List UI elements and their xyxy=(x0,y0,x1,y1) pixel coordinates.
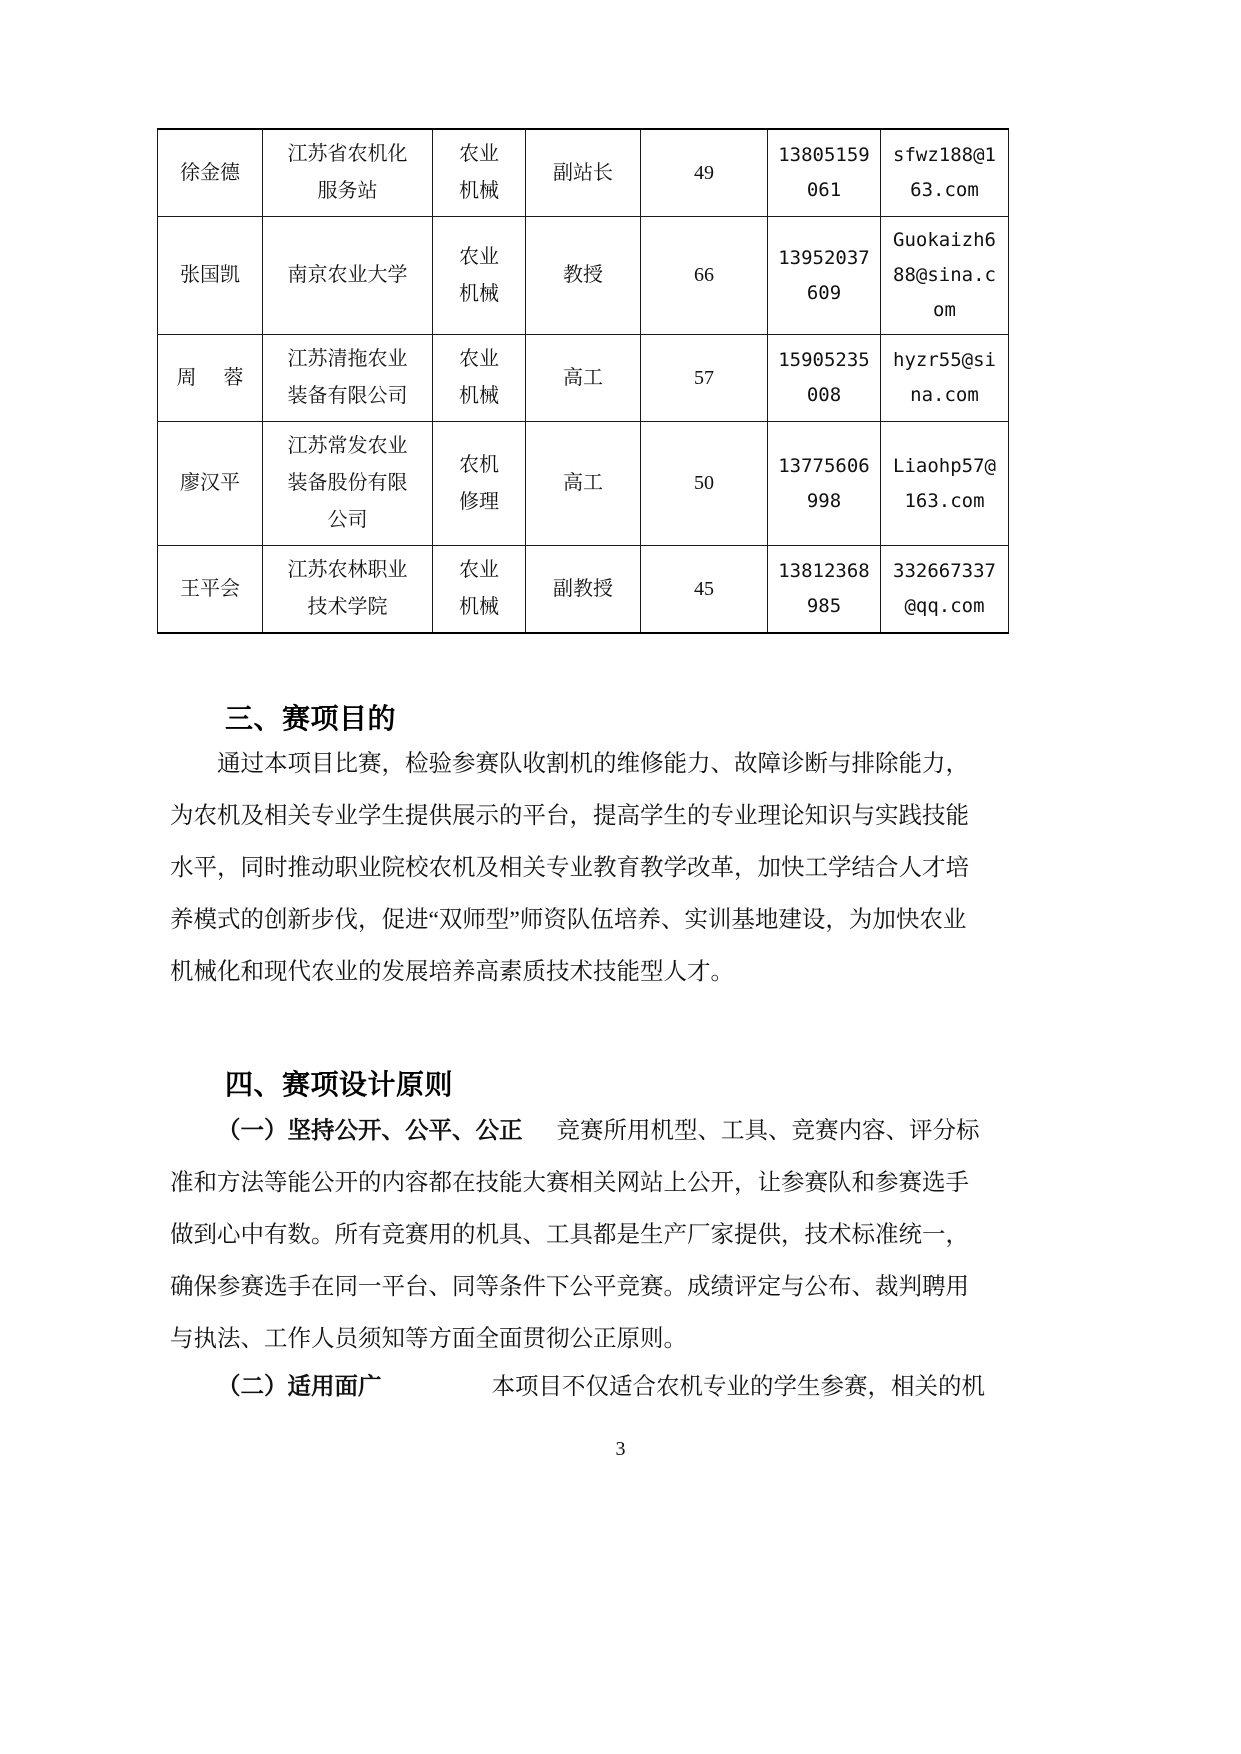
cell-phone xyxy=(768,335,881,422)
cell-job-title xyxy=(526,217,641,335)
paragraph-line: 水平，同时推动职业院校农机及相关专业教育教学改革，加快工学结合人才培 xyxy=(170,855,969,881)
section-heading-three: 三、赛项目的 xyxy=(225,702,397,735)
cell-phone xyxy=(768,422,881,546)
phone-line: 15905235 xyxy=(778,349,870,372)
cell-phone xyxy=(768,217,881,335)
paragraph-line: 做到心中有数。所有竞赛用的机具、工具都是生产厂家提供，技术标准统一， xyxy=(170,1222,969,1248)
name-text: 徐金德 xyxy=(180,161,240,184)
name-text: 张国凯 xyxy=(180,264,240,287)
cell-major xyxy=(433,129,526,217)
cell-email xyxy=(881,335,1009,422)
phone-line: 609 xyxy=(806,281,842,304)
major-line: 农机 xyxy=(459,453,499,476)
page-number: 3 xyxy=(615,1438,626,1460)
title-text: 副站长 xyxy=(553,161,613,184)
org-line: 公司 xyxy=(327,509,368,532)
title-text: 副教授 xyxy=(553,577,613,600)
paragraph-line-with-lead xyxy=(170,1360,985,1413)
cell-email xyxy=(881,129,1009,217)
age-text: 50 xyxy=(694,472,714,495)
phone-line: 13805159 xyxy=(778,143,870,166)
name-text: 廖汉平 xyxy=(180,472,240,495)
title-text: 教授 xyxy=(563,264,603,287)
major-line: 农业 xyxy=(459,245,499,268)
cell-age xyxy=(641,129,768,217)
email-line: om xyxy=(933,299,956,322)
org-line: 南京农业大学 xyxy=(287,264,408,287)
phone-line: 008 xyxy=(806,384,842,407)
major-line: 机械 xyxy=(459,282,499,305)
org-line: 技术学院 xyxy=(307,596,388,619)
org-line: 江苏农林职业 xyxy=(287,559,408,582)
item-one-line: 竞赛所用机型、工具、竞赛内容、评分标 xyxy=(556,1118,980,1144)
item-two-line: 本项目不仅适合农机专业的学生参赛，相关的机 xyxy=(491,1374,985,1400)
name-text: 王平会 xyxy=(180,577,240,600)
cell-age xyxy=(641,217,768,335)
major-line: 机械 xyxy=(459,596,499,619)
age-text: 45 xyxy=(694,577,714,600)
table-row xyxy=(158,129,1009,217)
title-text: 高工 xyxy=(563,366,603,389)
org-line: 装备股份有限 xyxy=(287,472,408,495)
table-row xyxy=(158,217,1009,335)
paragraph-line: 机械化和现代农业的发展培养高素质技术技能型人才。 xyxy=(170,959,734,985)
email-line: 163.com xyxy=(904,489,985,512)
cell-job-title xyxy=(526,546,641,634)
cell-email xyxy=(881,546,1009,634)
email-line: sfwz188@1 xyxy=(893,143,996,166)
age-text: 66 xyxy=(694,264,714,287)
major-line: 机械 xyxy=(459,180,499,202)
paragraph-line: 通过本项目比赛，检验参赛队收割机的维修能力、故障诊断与排除能力， xyxy=(217,751,969,777)
org-line: 江苏清拖农业 xyxy=(287,348,408,371)
cell-job-title xyxy=(526,422,641,546)
cell-job-title xyxy=(526,335,641,422)
section-heading-four: 四、赛项设计原则 xyxy=(225,1068,454,1101)
cell-organization xyxy=(263,335,433,422)
cell-major xyxy=(433,422,526,546)
section-three-body xyxy=(170,738,970,998)
section-four-item-one xyxy=(170,1104,980,1365)
cell-major xyxy=(433,335,526,422)
cell-job-title xyxy=(526,129,641,217)
cell-name xyxy=(158,129,263,217)
cell-name xyxy=(158,422,263,546)
paragraph-line: 确保参赛选手在同一平台、同等条件下公平竞赛。成绩评定与公布、裁判聘用 xyxy=(170,1274,969,1300)
email-line: @qq.com xyxy=(904,595,985,618)
email-line: 88@sina.c xyxy=(893,264,996,287)
cell-name xyxy=(158,217,263,335)
cell-phone xyxy=(768,546,881,634)
paragraph-line: 养模式的创新步伐，促进“双师型”师资队伍培养、实训基地建设，为加快农业 xyxy=(170,907,967,933)
paragraph-line: 与执法、工作人员须知等方面全面贯彻公正原则。 xyxy=(170,1326,687,1352)
cell-major xyxy=(433,217,526,335)
cell-organization xyxy=(263,129,433,217)
major-line: 农业 xyxy=(459,143,499,165)
expert-table xyxy=(157,128,1009,634)
cell-major xyxy=(433,546,526,634)
email-line: hyzr55@si xyxy=(893,349,996,372)
email-line: 332667337 xyxy=(893,560,996,583)
age-text: 57 xyxy=(694,366,714,389)
phone-line: 13775606 xyxy=(778,454,870,477)
org-line: 装备有限公司 xyxy=(287,385,408,408)
cell-organization xyxy=(263,217,433,335)
email-line: Liaohp57@ xyxy=(893,454,996,477)
cell-email xyxy=(881,217,1009,335)
org-line: 服务站 xyxy=(317,180,378,202)
phone-line: 985 xyxy=(806,595,842,618)
paragraph-line-with-lead xyxy=(170,1104,980,1157)
org-line: 江苏常发农业 xyxy=(287,435,408,458)
age-text: 49 xyxy=(694,161,714,184)
cell-age xyxy=(641,335,768,422)
major-line: 修理 xyxy=(459,490,499,513)
major-line: 机械 xyxy=(459,385,499,408)
cell-name xyxy=(158,546,263,634)
section-four-item-two xyxy=(170,1360,985,1413)
paragraph-line: 准和方法等能公开的内容都在技能大赛相关网站上公开，让参赛队和参赛选手 xyxy=(170,1170,969,1196)
cell-organization xyxy=(263,422,433,546)
major-line: 农业 xyxy=(459,348,499,371)
org-line: 江苏省农机化 xyxy=(287,143,408,165)
table-row xyxy=(158,335,1009,422)
cell-name xyxy=(158,335,263,422)
email-line: Guokaizh6 xyxy=(893,229,996,251)
cell-age xyxy=(641,422,768,546)
email-line: 63.com xyxy=(910,179,979,201)
cell-phone xyxy=(768,129,881,217)
phone-line: 998 xyxy=(806,489,842,512)
cell-organization xyxy=(263,546,433,634)
cell-email xyxy=(881,422,1009,546)
table-row xyxy=(158,422,1009,546)
item-two-label: （二）适用面广 xyxy=(217,1372,382,1400)
phone-line: 061 xyxy=(806,179,842,201)
table-row xyxy=(158,546,1009,634)
email-line: na.com xyxy=(910,384,979,407)
item-one-label: （一）坚持公开、公平、公正 xyxy=(217,1116,523,1144)
phone-line: 13812368 xyxy=(778,560,870,583)
title-text: 高工 xyxy=(563,472,603,495)
cell-age xyxy=(641,546,768,634)
name-text: 周 蓉 xyxy=(176,366,255,389)
phone-line: 13952037 xyxy=(778,246,870,269)
paragraph-line: 为农机及相关专业学生提供展示的平台，提高学生的专业理论知识与实践技能 xyxy=(170,803,969,829)
expert-table-body xyxy=(158,129,1009,633)
major-line: 农业 xyxy=(459,559,499,582)
